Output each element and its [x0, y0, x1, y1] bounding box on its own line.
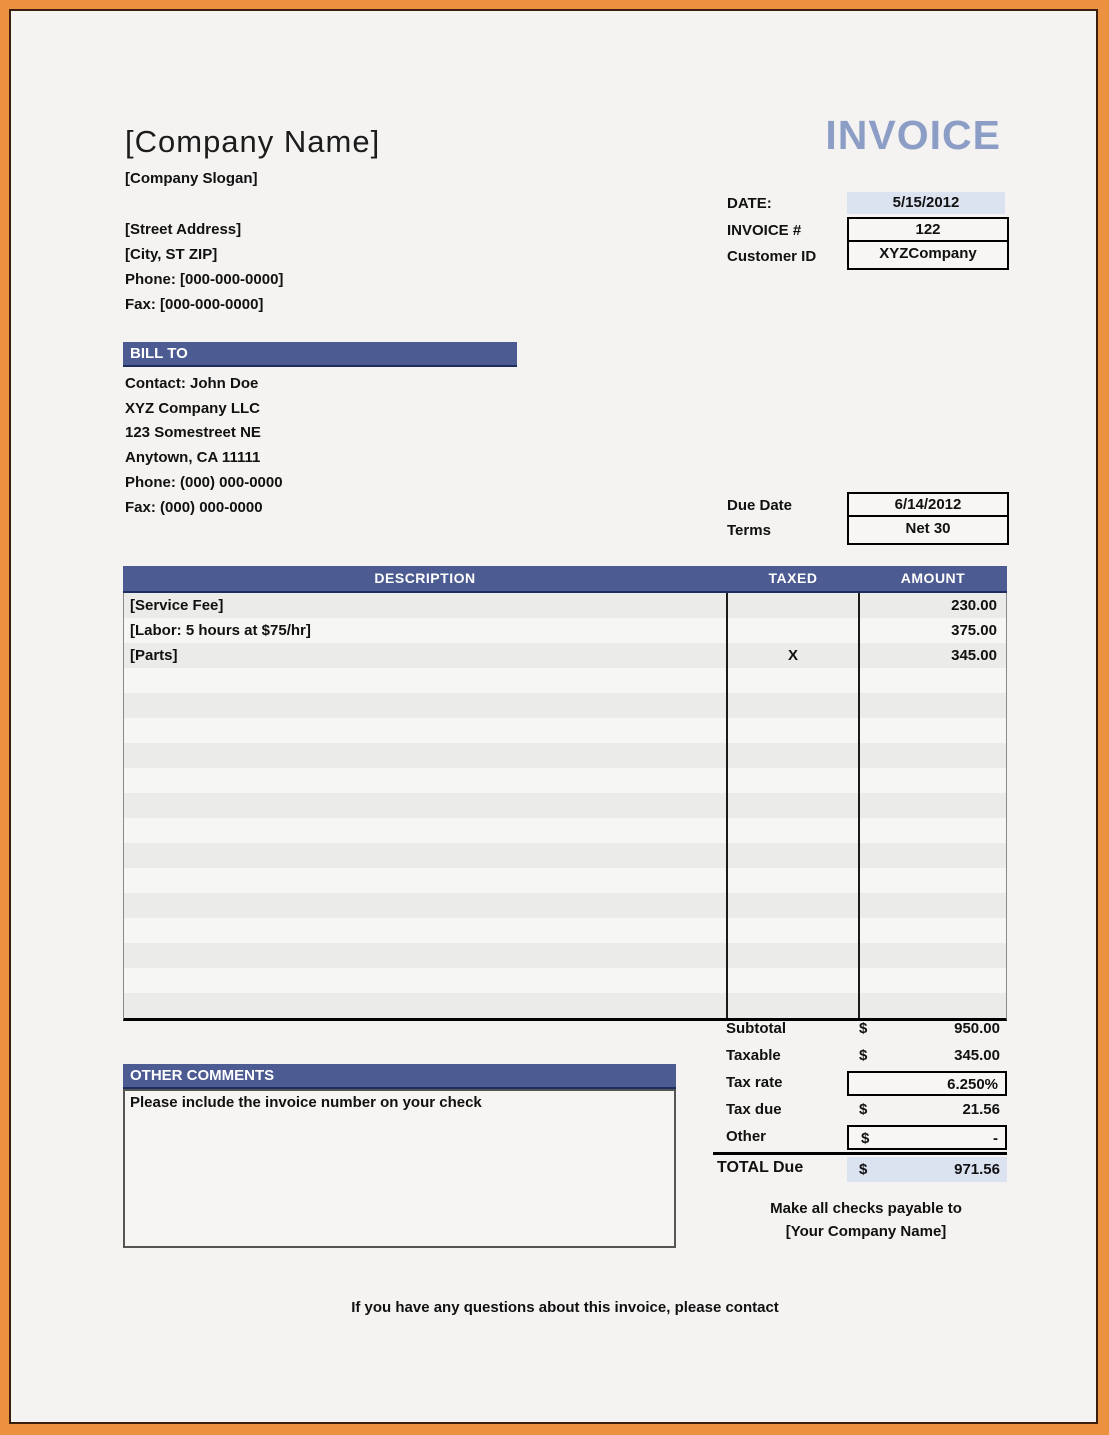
totals-row-currency: $ — [861, 1130, 870, 1147]
totals-row-value: 21.56 — [962, 1101, 1000, 1118]
cell-description — [124, 768, 726, 793]
other-comments-box — [123, 1089, 676, 1248]
cell-amount — [858, 743, 1006, 768]
date-value: 5/15/2012 — [847, 192, 1005, 214]
items-table-header — [123, 566, 1007, 593]
cell-amount — [858, 768, 1006, 793]
terms-value: Net 30 — [847, 515, 1009, 545]
other-comments-text: Please include the invoice number on your check — [130, 1094, 482, 1111]
cell-amount — [858, 993, 1006, 1018]
cell-description — [124, 943, 726, 968]
invoice-number-value: 122 — [847, 217, 1009, 246]
cell-amount — [858, 718, 1006, 743]
cell-taxed — [726, 718, 858, 743]
table-row — [124, 643, 1006, 668]
other-comments-header: OTHER COMMENTS — [123, 1064, 676, 1089]
payable-company-name: [Your Company Name] — [785, 1223, 947, 1240]
cell-description: [Labor: 5 hours at $75/hr] — [130, 622, 311, 639]
cell-description: [Parts] — [130, 647, 178, 664]
cell-amount: 375.00 — [858, 618, 1006, 643]
totals-row-value: - — [993, 1130, 998, 1147]
totals-row-value: 6.250% — [947, 1076, 998, 1093]
cell-taxed — [726, 918, 858, 943]
totals-section — [701, 1017, 1007, 1183]
cell-taxed — [726, 868, 858, 893]
totals-row — [701, 1098, 1007, 1125]
customer-id-label: Customer ID — [727, 248, 817, 265]
bill-to-line: Fax: (000) 000-0000 — [125, 498, 263, 516]
totals-row-cell — [847, 1125, 1007, 1150]
cell-amount — [858, 968, 1006, 993]
table-row — [124, 993, 1006, 1018]
cell-amount — [858, 818, 1006, 843]
totals-row-label: Taxable — [726, 1047, 781, 1064]
cell-taxed — [726, 818, 858, 843]
cell-taxed — [726, 893, 858, 918]
totals-row-cell — [847, 1098, 1007, 1123]
total-due-label: TOTAL Due — [717, 1159, 804, 1176]
totals-row — [701, 1044, 1007, 1071]
totals-row-label: Subtotal — [726, 1020, 786, 1037]
invoice-number-label: INVOICE # — [727, 222, 802, 239]
totals-row-cell — [847, 1044, 1007, 1069]
bill-to-line: 123 Somestreet NE — [125, 424, 261, 442]
totals-row — [701, 1017, 1007, 1044]
column-header-amount: AMOUNT — [900, 570, 966, 586]
table-row — [124, 693, 1006, 718]
table-row — [124, 593, 1006, 618]
cell-taxed — [726, 793, 858, 818]
company-fax: Fax: [000-000-0000] — [125, 296, 264, 313]
cell-description — [124, 693, 726, 718]
table-row — [124, 818, 1006, 843]
table-row — [124, 793, 1006, 818]
table-row — [124, 968, 1006, 993]
table-row — [124, 868, 1006, 893]
customer-id-value: XYZCompany — [847, 240, 1009, 270]
cell-taxed — [726, 618, 858, 643]
total-due-currency: $ — [859, 1161, 868, 1178]
bill-to-line: Contact: John Doe — [125, 375, 259, 392]
table-row — [124, 618, 1006, 643]
bill-to-line: Anytown, CA 11111 — [125, 449, 261, 467]
total-due-row — [713, 1152, 1007, 1183]
table-row — [124, 668, 1006, 693]
company-slogan: [Company Slogan] — [125, 170, 258, 187]
table-row — [124, 893, 1006, 918]
cell-amount — [858, 918, 1006, 943]
totals-row-value: 345.00 — [954, 1047, 1000, 1064]
totals-row-currency: $ — [859, 1047, 868, 1064]
totals-row — [701, 1071, 1007, 1098]
cell-taxed — [726, 768, 858, 793]
cell-taxed: X — [726, 643, 858, 668]
company-street: [Street Address] — [125, 221, 242, 238]
cell-description — [124, 893, 726, 918]
due-date-value: 6/14/2012 — [847, 492, 1009, 521]
totals-row-label: Other — [726, 1128, 767, 1145]
totals-row — [701, 1125, 1007, 1152]
totals-row-value: 950.00 — [954, 1020, 1000, 1037]
cell-description — [124, 993, 726, 1018]
cell-taxed — [726, 693, 858, 718]
totals-rows — [701, 1017, 1007, 1152]
cell-description — [124, 968, 726, 993]
totals-row-label: Tax rate — [726, 1074, 783, 1091]
checks-payable-block — [706, 1197, 1026, 1243]
cell-amount — [858, 793, 1006, 818]
date-label: DATE: — [727, 195, 772, 212]
table-row — [124, 843, 1006, 868]
bill-to-line: Phone: (000) 000-0000 — [125, 473, 283, 491]
company-address-block — [125, 217, 283, 317]
totals-row-currency: $ — [859, 1101, 868, 1118]
cell-amount — [858, 668, 1006, 693]
cell-taxed — [726, 843, 858, 868]
company-phone: Phone: [000-000-0000] — [125, 271, 284, 288]
cell-amount — [858, 893, 1006, 918]
cell-taxed — [726, 968, 858, 993]
total-due-value: 971.56 — [954, 1161, 1000, 1178]
invoice-page — [9, 9, 1098, 1424]
bill-to-line: XYZ Company LLC — [125, 399, 261, 417]
items-table-body — [123, 593, 1007, 1021]
bill-to-lines — [125, 372, 283, 520]
cell-description — [124, 868, 726, 893]
bill-to-header: BILL TO — [123, 342, 517, 367]
cell-description — [124, 718, 726, 743]
table-row — [124, 743, 1006, 768]
totals-row-currency: $ — [859, 1020, 868, 1037]
cell-taxed — [726, 668, 858, 693]
total-due-cell — [847, 1157, 1007, 1182]
cell-description — [124, 918, 726, 943]
cell-amount — [858, 868, 1006, 893]
table-row — [124, 718, 1006, 743]
table-row — [124, 943, 1006, 968]
totals-row-label: Tax due — [726, 1101, 782, 1118]
company-name: [Company Name] — [125, 124, 381, 159]
cell-description — [124, 818, 726, 843]
terms-label: Terms — [727, 522, 771, 539]
cell-description: [Service Fee] — [130, 597, 224, 614]
due-date-label: Due Date — [727, 497, 793, 514]
table-row — [124, 918, 1006, 943]
invoice-title: INVOICE — [825, 112, 1001, 158]
cell-taxed — [726, 743, 858, 768]
cell-amount — [858, 943, 1006, 968]
column-header-description: DESCRIPTION — [374, 570, 476, 586]
cell-amount — [858, 693, 1006, 718]
items-table — [123, 566, 1007, 1021]
cell-description — [124, 793, 726, 818]
cell-description — [124, 743, 726, 768]
cell-taxed — [726, 593, 858, 618]
totals-row-cell — [847, 1017, 1007, 1042]
cell-amount: 230.00 — [858, 593, 1006, 618]
cell-description — [124, 843, 726, 868]
cell-description — [124, 668, 726, 693]
cell-taxed — [726, 943, 858, 968]
totals-row-cell — [847, 1071, 1007, 1096]
questions-contact-line: If you have any questions about this invoice, please contact — [351, 1299, 779, 1316]
cell-amount — [858, 843, 1006, 868]
cell-amount: 345.00 — [858, 643, 1006, 668]
company-city: [City, ST ZIP] — [125, 246, 218, 263]
checks-payable-line: Make all checks payable to — [770, 1200, 962, 1217]
column-header-taxed: TAXED — [768, 570, 818, 586]
cell-taxed — [726, 993, 858, 1018]
table-row — [124, 768, 1006, 793]
